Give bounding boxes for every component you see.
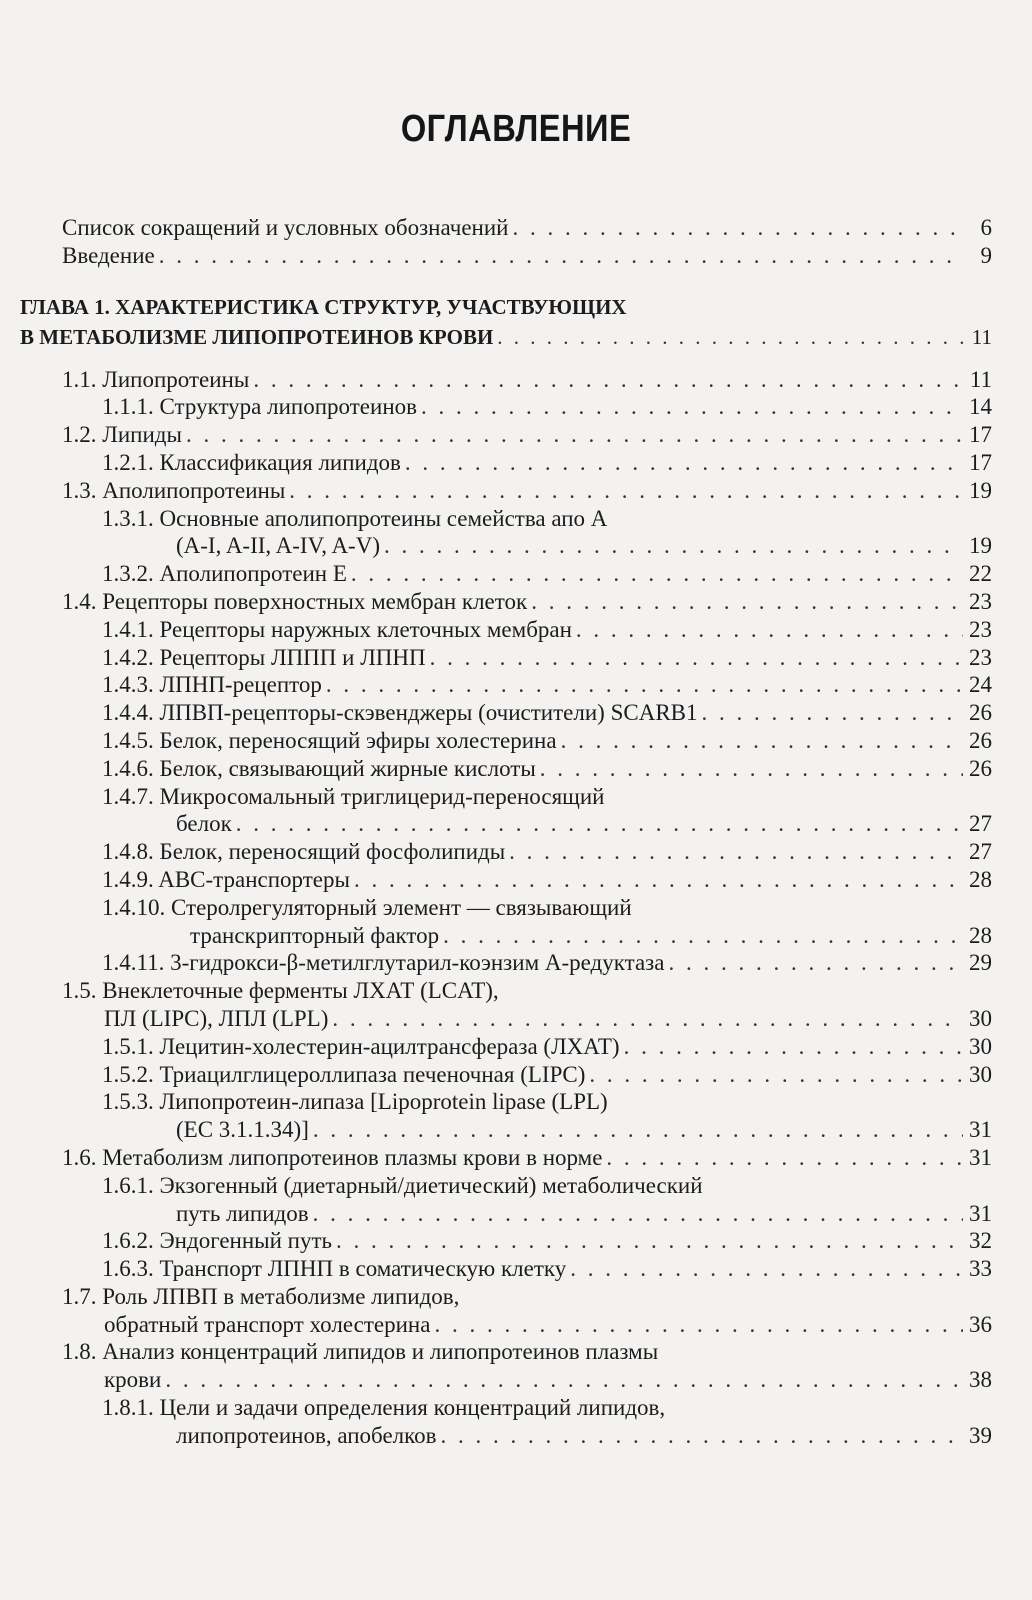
dot-leader bbox=[668, 949, 963, 977]
dot-leader bbox=[497, 322, 964, 352]
dot-leader bbox=[332, 1005, 963, 1033]
toc-entry-title: крови bbox=[104, 1367, 162, 1393]
toc-page-number: 9 bbox=[980, 242, 992, 268]
toc-entry-title: 1.5.1. Лецитин-холестерин-ацилтрансфераза (ЛХАТ) bbox=[102, 1033, 620, 1059]
dot-leader bbox=[313, 1116, 963, 1144]
dot-leader bbox=[236, 810, 963, 838]
toc-entry-title: В МЕТАБОЛИЗМЕ ЛИПОПРОТЕИНОВ КРОВИ bbox=[20, 324, 494, 349]
dot-leader bbox=[509, 838, 963, 866]
dot-leader bbox=[589, 1061, 963, 1089]
toc-entry-title: 1.7. Роль ЛПВП в метаболизме липидов, bbox=[62, 1283, 460, 1309]
dot-leader bbox=[443, 922, 963, 950]
dot-leader bbox=[702, 699, 964, 727]
toc-entry-title: 1.4.9. ABC-транспортеры bbox=[102, 866, 350, 892]
toc-entry[interactable] bbox=[20, 214, 992, 242]
toc-page-number: 30 bbox=[969, 1005, 992, 1031]
toc-page-number: 28 bbox=[969, 866, 992, 892]
dot-leader bbox=[326, 671, 963, 699]
toc-entry-title: 1.3.1. Основные аполипопротеины семейства апо А bbox=[102, 505, 608, 531]
toc-entry-title: 1.6.1. Экзогенный (диетарный/диетический) метаболический bbox=[102, 1172, 703, 1198]
dot-leader bbox=[405, 449, 963, 477]
toc-entry-title: (A-I, A-II, A-IV, A-V) bbox=[176, 533, 380, 559]
toc-entry-title: 1.1.1. Структура липопротеинов bbox=[102, 394, 417, 420]
toc-entry[interactable] bbox=[20, 1227, 992, 1255]
table-of-contents bbox=[20, 214, 992, 1450]
toc-entry[interactable] bbox=[20, 783, 992, 839]
toc-entry[interactable] bbox=[20, 421, 992, 449]
toc-entry[interactable] bbox=[20, 616, 992, 644]
toc-entry[interactable] bbox=[20, 949, 992, 977]
toc-entry-title: Список сокращений и условных обозначений bbox=[62, 215, 509, 240]
toc-entry-title: 1.4.1. Рецепторы наружных клеточных мембран bbox=[102, 616, 572, 642]
page-title: ОГЛАВЛЕНИЕ bbox=[400, 108, 632, 150]
toc-entry[interactable] bbox=[20, 727, 992, 755]
toc-page-number: 31 bbox=[969, 1117, 992, 1143]
toc-entry-title: 1.5.2. Триацилглицероллипаза печеночная (LIPC) bbox=[102, 1061, 586, 1087]
toc-entry-title: (EC 3.1.1.34)] bbox=[176, 1117, 309, 1143]
dot-leader bbox=[531, 588, 963, 616]
toc-entry-title: обратный транспорт холестерина bbox=[104, 1311, 431, 1337]
toc-entry-title: 1.6. Метаболизм липопротеинов плазмы крови в норме bbox=[62, 1144, 603, 1170]
dot-leader bbox=[430, 644, 963, 672]
toc-page-number: 17 bbox=[969, 422, 992, 448]
toc-entry[interactable] bbox=[20, 1255, 992, 1283]
toc-entry-title: Введение bbox=[62, 242, 155, 268]
toc-entry-title: 1.1. Липопротеины bbox=[62, 366, 250, 392]
dot-leader bbox=[434, 1311, 963, 1339]
toc-entry-title: 1.3.2. Аполипопротеин Е bbox=[102, 561, 347, 587]
toc-entry-title: 1.8.1. Цели и задачи определения концентраций липидов, bbox=[102, 1395, 666, 1421]
toc-entry-title: 1.5. Внеклеточные ферменты ЛХАТ (LCAT), bbox=[62, 978, 499, 1004]
toc-entry-title: липопротеинов, апобелков bbox=[176, 1422, 437, 1448]
toc-entry[interactable] bbox=[20, 866, 992, 894]
dot-leader bbox=[561, 727, 963, 755]
toc-page-number: 30 bbox=[969, 1061, 992, 1087]
toc-entry[interactable] bbox=[20, 393, 992, 421]
dot-leader bbox=[336, 1227, 963, 1255]
toc-page-number: 11 bbox=[971, 324, 992, 349]
dot-leader bbox=[354, 866, 963, 894]
toc-entry[interactable] bbox=[20, 838, 992, 866]
toc-entry[interactable] bbox=[20, 671, 992, 699]
toc-entry[interactable] bbox=[20, 644, 992, 672]
toc-entry-title: 1.2. Липиды bbox=[62, 422, 182, 448]
toc-entry[interactable] bbox=[20, 1088, 992, 1144]
toc-entry[interactable] bbox=[20, 1283, 992, 1339]
toc-entry[interactable] bbox=[20, 977, 992, 1033]
dot-leader bbox=[421, 393, 963, 421]
dot-leader bbox=[576, 616, 963, 644]
toc-page-number: 27 bbox=[969, 811, 992, 837]
dot-leader bbox=[540, 755, 963, 783]
toc-entry-title: 1.3. Аполипопротеины bbox=[62, 477, 286, 503]
toc-entry-title: 1.4. Рецепторы поверхностных мембран клеток bbox=[62, 588, 528, 614]
dot-leader bbox=[441, 1422, 963, 1450]
toc-entry-title: ПЛ (LIPC), ЛПЛ (LPL) bbox=[104, 1005, 329, 1031]
toc-page-number: 36 bbox=[969, 1311, 992, 1337]
toc-entry[interactable] bbox=[20, 477, 992, 505]
toc-page-number: 39 bbox=[969, 1422, 992, 1448]
toc-page-number: 31 bbox=[969, 1144, 992, 1170]
toc-entry-title: 1.4.7. Микросомальный триглицерид-переносящий bbox=[102, 783, 605, 809]
toc-entry-title: 1.4.10. Стеролрегуляторный элемент — связывающий bbox=[102, 894, 632, 920]
dot-leader bbox=[165, 1366, 963, 1394]
toc-entry-title: 1.6.2. Эндогенный путь bbox=[102, 1228, 333, 1254]
toc-entry[interactable] bbox=[20, 1061, 992, 1089]
toc-entry[interactable] bbox=[20, 1394, 992, 1450]
dot-leader bbox=[186, 421, 963, 449]
toc-page-number: 19 bbox=[969, 533, 992, 559]
toc-entry[interactable] bbox=[20, 894, 992, 950]
dot-leader bbox=[384, 532, 963, 560]
toc-entry[interactable] bbox=[20, 1172, 992, 1228]
toc-page-number: 22 bbox=[969, 561, 992, 587]
toc-entry-title: 1.4.8. Белок, переносящий фосфолипиды bbox=[102, 839, 506, 865]
toc-page-number: 31 bbox=[969, 1200, 992, 1226]
toc-page-number: 19 bbox=[969, 477, 992, 503]
toc-entry-title: 1.6.3. Транспорт ЛПНП в соматическую клетку bbox=[102, 1256, 567, 1282]
toc-page-number: 6 bbox=[980, 215, 992, 240]
toc-entry-title: 1.4.3. ЛПНП-рецептор bbox=[102, 672, 322, 698]
toc-entry-title: ГЛАВА 1. ХАРАКТЕРИСТИКА СТРУКТУР, УЧАСТВУЮЩИХ bbox=[20, 294, 627, 319]
toc-page-number: 30 bbox=[969, 1033, 992, 1059]
toc-entry[interactable] bbox=[20, 1033, 992, 1061]
toc-entry-title: 1.4.2. Рецепторы ЛППП и ЛПНП bbox=[102, 644, 426, 670]
dot-leader bbox=[253, 366, 964, 394]
dot-leader bbox=[512, 214, 964, 242]
dot-leader bbox=[289, 477, 963, 505]
toc-entry-title: 1.4.6. Белок, связывающий жирные кислоты bbox=[102, 755, 536, 781]
toc-page-number: 14 bbox=[969, 394, 992, 420]
toc-page-number: 28 bbox=[969, 922, 992, 948]
toc-entry[interactable] bbox=[20, 560, 992, 588]
dot-leader bbox=[351, 560, 963, 588]
toc-entry[interactable] bbox=[20, 242, 992, 270]
toc-entry-title: белок bbox=[176, 811, 232, 837]
toc-page-number: 38 bbox=[969, 1367, 992, 1393]
toc-entry[interactable] bbox=[20, 449, 992, 477]
toc-page-number: 24 bbox=[969, 672, 992, 698]
toc-page-number: 32 bbox=[969, 1228, 992, 1254]
dot-leader bbox=[570, 1255, 963, 1283]
toc-entry-title: 1.2.1. Классификация липидов bbox=[102, 449, 401, 475]
toc-page-number: 27 bbox=[969, 839, 992, 865]
toc-entry[interactable] bbox=[20, 699, 992, 727]
dot-leader bbox=[159, 242, 964, 270]
toc-page-number: 26 bbox=[969, 700, 992, 726]
toc-chapter[interactable] bbox=[20, 292, 992, 352]
toc-page-number: 23 bbox=[969, 588, 992, 614]
toc-page-number: 23 bbox=[969, 616, 992, 642]
toc-entry-title: 1.4.11. 3-гидрокси-β-метилглутарил-коэнзим А-редуктаза bbox=[102, 950, 665, 976]
toc-page-number: 11 bbox=[969, 366, 992, 392]
toc-page-number: 26 bbox=[969, 727, 992, 753]
toc-page-number: 17 bbox=[969, 449, 992, 475]
dot-leader bbox=[624, 1033, 963, 1061]
toc-page-number: 33 bbox=[969, 1256, 992, 1282]
toc-entry[interactable] bbox=[20, 366, 992, 394]
toc-entry[interactable] bbox=[20, 588, 992, 616]
toc-page-number: 23 bbox=[969, 644, 992, 670]
toc-entry[interactable] bbox=[20, 505, 992, 561]
dot-leader bbox=[606, 1144, 963, 1172]
toc-entry-title: транскрипторный фактор bbox=[190, 922, 440, 948]
toc-entry-title: 1.4.4. ЛПВП-рецепторы-скэвенджеры (очистители) SCARB1 bbox=[102, 700, 698, 726]
dot-leader bbox=[313, 1200, 963, 1228]
toc-page-number: 29 bbox=[969, 950, 992, 976]
toc-entry[interactable] bbox=[20, 755, 992, 783]
toc-page-number: 26 bbox=[969, 755, 992, 781]
toc-entry-title: 1.8. Анализ концентраций липидов и липопротеинов плазмы bbox=[62, 1339, 659, 1365]
toc-entry-title: путь липидов bbox=[176, 1200, 309, 1226]
toc-entry-title: 1.4.5. Белок, переносящий эфиры холестерина bbox=[102, 727, 557, 753]
toc-entry[interactable] bbox=[20, 1144, 992, 1172]
toc-entry[interactable] bbox=[20, 1338, 992, 1394]
toc-entry-title: 1.5.3. Липопротеин-липаза [Lipoprotein lipase (LPL) bbox=[102, 1089, 608, 1115]
